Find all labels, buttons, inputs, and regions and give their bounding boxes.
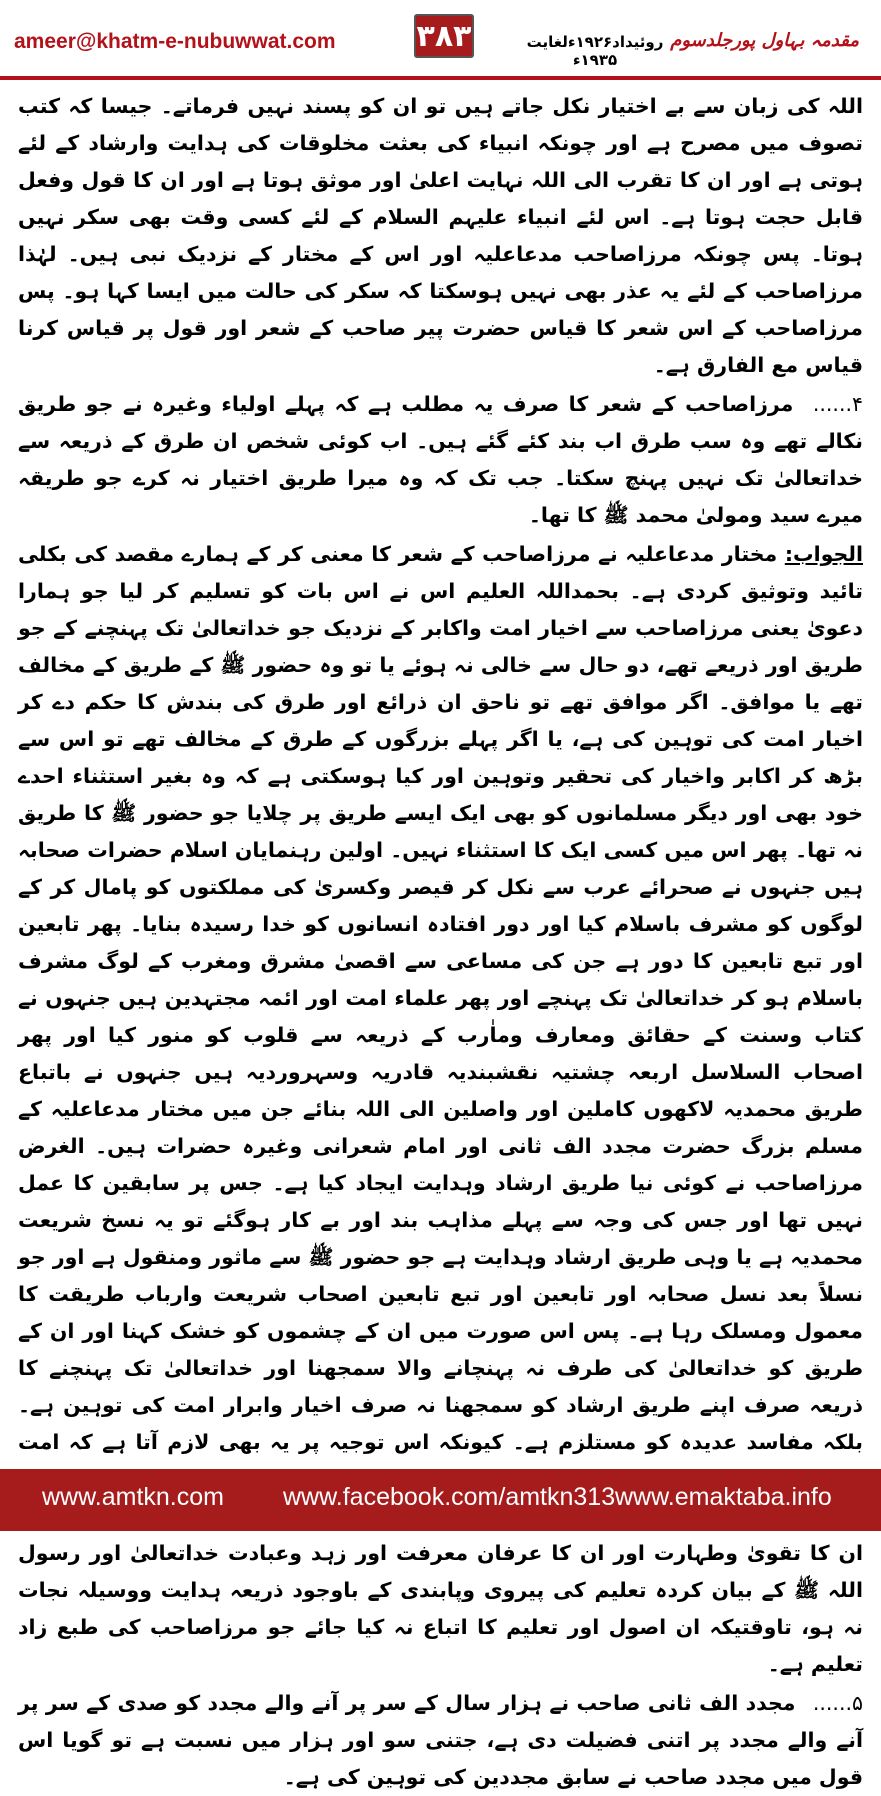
page-number-badge	[414, 14, 474, 58]
paragraph-5-text: مجدد الف ثانی صاحب نے ہزار سال کے سر پر آنے والے مجدد کو صدی کے سر پر آنے والے مجدد پر اتنی فضیلت دی ہے، جتنی سو اور ہزار میں نسبت ہے تو گویا اس قول میں مجدد صاحب نے سابق مجددین کی توہین کی ہے۔	[18, 1691, 863, 1789]
page-header	[0, 0, 881, 78]
header-divider	[0, 76, 881, 80]
book-title: مقدمہ بہاول پورجلدسوم	[670, 30, 859, 51]
paragraph-1-text: اللہ کی زبان سے بے اختیار نکل جاتے ہیں تو ان کو پسند نہیں فرماتے۔ جیسا کہ کتب تصوف میں مصرح ہے اور چونکہ انبیاء کی بعثت مخلوقات کی ہدایت وارشاد کے لئے ہوتی ہے اور ان کا تقرب الی اللہ نہایت اعلیٰ اور موثق ہوتا ہے اور ان کا قول وفعل قابل حجت ہوتا ہے۔ اس لئے انبیاء علیہم السلام کے لئے کسی وقت بھی سکر نہیں ہوتا۔ پس چونکہ مرزاصاحب مدعاعلیہ اور اس کے مختار کے نزدیک نبی ہیں۔ لہٰذا مرزاصاحب کے لئے یہ عذر بھی نہیں ہوسکتا کہ سکر کی حالت میں ایسا کہا ہو۔ پس مرزاصاحب کے اس شعر کا قیاس حضرت پیر صاحب کے شعر اور قول پر قیاس کرنا قیاس مع الفارق ہے۔	[18, 94, 863, 377]
answer-text: مختار مدعاعلیہ نے مرزاصاحب کے شعر کا معنی کر کے ہمارے مقصد کی بکلی تائید وتوثیق کردی ہے۔ بحمداللہ العلیم اس نے اس بات کو تسلیم کر لیا جو ہمارا دعویٰ یعنی مرزاصاحب سے اخیار امت واکابر کے نزدیک جو خداتعالیٰ تک پہنچنے کے جو طریق اور ذریعے تھے، دو حال سے خالی نہ ہوئے یا تو وہ حضور ﷺ کے طریق کے مخالف تھے یا موافق۔ اگر موافق تھے تو ناحق ان ذرائع اور طرق کی بندش کا حکم دے کر اخیار امت کی توہین کی ہے، یا اگر پہلے بزرگوں کے طرق کے مخالف تھے تو اس سے بڑھ کر اکابر واخیار کی تحقیر وتوہین اور کیا ہوسکتی ہے کہ وہ بغیر استثناء احدے خود بھی اور دیگر مسلمانوں کو بھی ایک ایسے طریق پر چلایا جو حضور ﷺ کا طریق نہ تھا۔ پھر اس میں کسی ایک کا استثناء نہیں۔ اولین رہنمایان اسلام حضرات صحابہ ہیں جنہوں نے صحرائے عرب سے نکل کر قیصر وکسریٰ کی مملکتوں کو پامال کر کے لوگوں کو مشرف باسلام کیا اور دور افتادہ انسانوں کو خدا رسیدہ بنایا۔ پھر تابعین اور تبع تابعین کا دور ہے جن کی مساعی سے اقصیٰ مشرق ومغرب کے لوگ مشرف باسلام ہو کر خداتعالیٰ تک پہنچے اور پھر علماء امت اور ائمہ مجتہدین ہیں جنہوں نے کتاب وسنت کے حقائق ومعارف وماٰرب کے ذریعہ سے قلوب کو منور کیا اور پھر اصحاب السلاسل اربعہ چشتیہ نقشبندیہ قادریہ وسہروردیہ ہیں جنہوں نے باتباع طریق محمدیہ لاکھوں کاملین اور واصلین الی اللہ بنائے جن میں مختار مدعاعلیہ کے مسلم بزرگ حضرت مجدد الف ثانی اور امام شعرانی وغیرہ حضرات ہیں۔ الغرض مرزاصاحب نے کوئی نیا طریق ارشاد وہدایت ایجاد کیا ہے۔ جس پر سابقین کا عمل نہیں تھا اور جس کی وجہ سے پہلے مذاہب بند اور بے کار ہوگئے تو یہ نسخ شریعت محمدیہ ہے یا وہی طریق ارشاد وہدایت ہے جو حضور ﷺ سے ماثور ومنقول ہے اور جو نسلاً بعد نسل صحابہ اور تابعین اور تبع تابعین اصحاب شریعت وارباب طریقت کا معمول ومسلک رہا ہے۔ پس اس صورت میں ان کے چشموں کو خشک کہنا اور ان کے طریق کو خداتعالیٰ کی طرف نہ پہنچانے والا سمجھنا اور خداتعالیٰ تک پہنچنے کا ذریعہ صرف اپنے طریق ارشاد کو سمجھنا نہ صرف اخیار وابرار امت کی توہین ہے۔ بلکہ مفاسد عدیدہ کو مستلزم ہے۔ کیونکہ اس توجیہ پر یہ بھی لازم آتا ہے کہ امت ان کا تقویٰ وطہارت اور ان کا عرفان معرفت اور زہد وعبادت خداتعالیٰ اور رسول اللہ ﷺ کے بیان کردہ تعلیم کی پیروی وپابندی کے باوجود ذریعہ ہدایت ووسیلہ نجات نہ ہو، تاوقتیکہ ان اصول اور تعلیم کا اتباع نہ کیا جائے جو مرزاصاحب کی طبع زاد تعلیم ہے۔	[18, 542, 863, 1676]
page-body	[18, 88, 863, 1796]
paragraph-4-text: مرزاصاحب کے شعر کا صرف یہ مطلب ہے کہ پہلے اولیاء وغیرہ نے جو طریق نکالے تھے وہ سب طرق اب بند کئے گئے ہیں۔ اب کوئی شخص ان طرق کے ذریعہ سے خداتعالیٰ تک نہیں پہنچ سکتا۔ جب تک کہ وہ میرا طریق اختیار نہ کرے جو طریقہ میرے سید ومولیٰ محمد ﷺ کا تھا۔	[18, 392, 863, 527]
point-number: ۴......	[812, 392, 863, 416]
proceedings-period: روئیداد۱۹۲۶ءلغایت ۱۹۳۵ء	[526, 33, 664, 69]
paragraph-1	[18, 88, 863, 384]
answer-label: الجواب:	[784, 542, 863, 566]
paragraph-5	[18, 1685, 863, 1796]
page-footer	[0, 1469, 881, 1531]
contact-email[interactable]: ameer@khatm-e-nubuwwat.com	[14, 30, 336, 53]
paragraph-4	[18, 386, 863, 534]
footer-link-emaktaba[interactable]: www.emaktaba.info	[615, 1483, 832, 1511]
point-number: ۵......	[812, 1691, 863, 1715]
footer-link-amtkn[interactable]: www.amtkn.com	[42, 1483, 224, 1511]
page-number: ۳۸۳	[416, 18, 472, 54]
footer-link-facebook[interactable]: www.facebook.com/amtkn313	[283, 1483, 616, 1511]
